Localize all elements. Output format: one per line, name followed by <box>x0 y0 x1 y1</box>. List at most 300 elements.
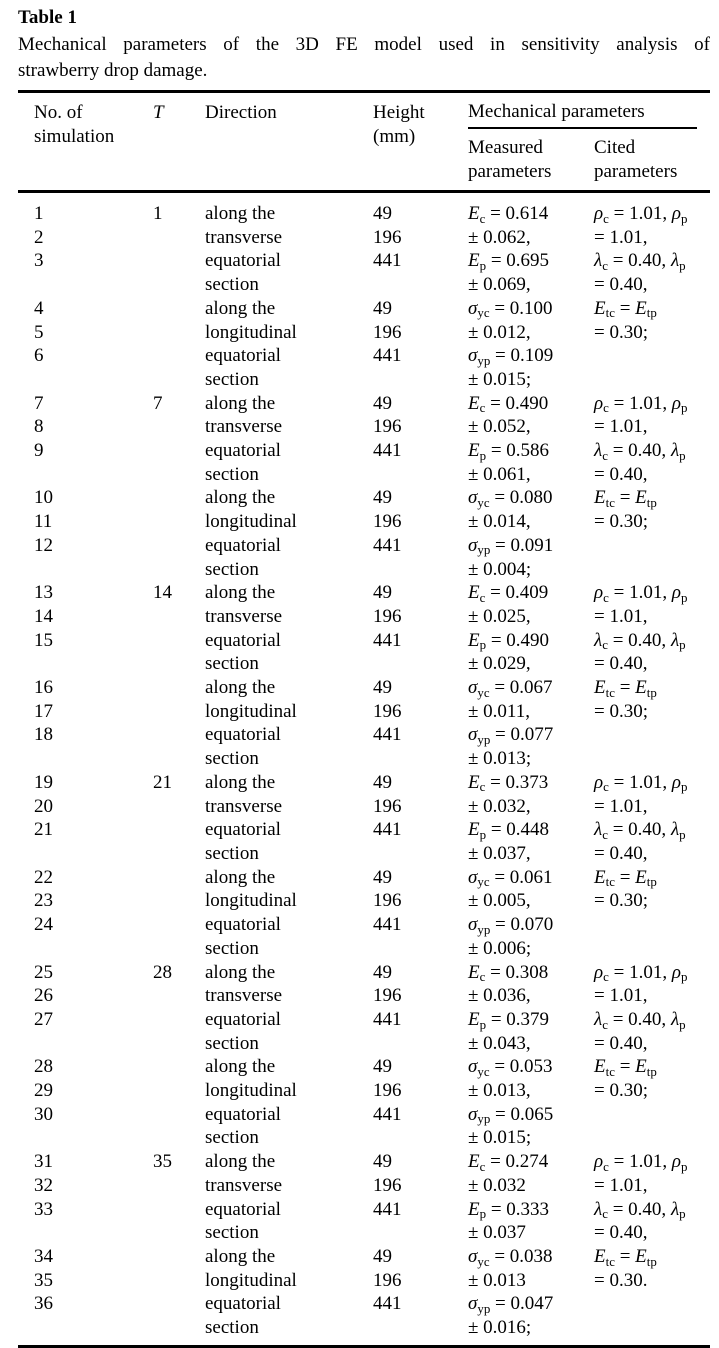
table-row <box>34 961 710 985</box>
sim-number-cell: 1 <box>34 203 44 224</box>
cited-parameters-cell <box>594 1292 710 1316</box>
height-cell: 196 <box>373 605 402 627</box>
measured-parameters-cell: ± 0.036, <box>468 985 531 1007</box>
t-value-cell <box>153 747 205 771</box>
table-row <box>34 1269 710 1293</box>
sim-number-cell <box>34 1032 153 1056</box>
cited-parameters-cell: $E_{tc} = E_{tp}$ <box>594 1245 657 1269</box>
direction-cell: along the <box>205 677 276 699</box>
measured-parameters-cell: ± 0.006; <box>468 937 532 959</box>
table-row <box>34 581 710 605</box>
measured-parameters-cell: ± 0.005, <box>468 890 531 912</box>
measured-parameters-cell: $\sigma_{yc} = 0.053$ <box>468 1056 553 1079</box>
table-row <box>34 1316 710 1340</box>
sim-number-cell <box>34 558 153 582</box>
col-header-cited-parameters: Cited parameters <box>594 137 678 182</box>
sim-number-cell <box>34 1316 153 1340</box>
sim-number-cell <box>34 368 153 392</box>
table-row <box>34 368 710 392</box>
t-value-cell <box>153 889 205 913</box>
direction-cell: equatorial <box>205 440 281 462</box>
sim-number-cell: 36 <box>34 1293 53 1315</box>
height-cell: 441 <box>373 250 402 272</box>
sim-number-cell: 3 <box>34 250 44 272</box>
height-cell: 49 <box>373 487 392 509</box>
t-value-cell <box>153 249 205 273</box>
cited-parameters-cell: = 0.30; <box>594 321 648 343</box>
t-value-cell <box>153 1174 205 1198</box>
cited-parameters-cell: = 0.40, <box>594 463 648 485</box>
table-row <box>34 202 710 226</box>
height-cell <box>373 558 468 582</box>
direction-cell: section <box>205 1127 259 1149</box>
cited-parameters-cell: $E_{tc} = E_{tp}$ <box>594 297 657 321</box>
sim-number-cell: 19 <box>34 771 53 793</box>
sim-number-cell <box>34 1221 153 1245</box>
height-cell: 441 <box>373 1103 402 1125</box>
sim-number-cell: 4 <box>34 297 44 319</box>
t-value-cell <box>153 937 205 961</box>
t-value-cell <box>153 1079 205 1103</box>
cited-parameters-cell <box>594 558 710 582</box>
sim-number-cell: 26 <box>34 985 53 1007</box>
measured-parameters-cell: $\sigma_{yp} = 0.047$ <box>468 1293 554 1316</box>
t-value-cell <box>153 321 205 345</box>
sim-number-cell: 28 <box>34 1056 53 1078</box>
measured-parameters-cell: $E_c = 0.490$ <box>468 392 549 416</box>
sim-number-cell: 35 <box>34 1269 53 1291</box>
height-cell <box>373 937 468 961</box>
height-cell: 441 <box>373 440 402 462</box>
t-value-cell <box>153 818 205 842</box>
sim-number-cell: 7 <box>34 392 44 414</box>
cited-parameters-cell: $\rho_c = 1.01$, $\rho_p$ <box>594 582 688 605</box>
height-cell: 196 <box>373 890 402 912</box>
t-value-cell <box>153 486 205 510</box>
table-row <box>34 1032 710 1056</box>
cited-parameters-cell: $E_{tc} = E_{tp}$ <box>594 677 657 700</box>
table-row <box>34 1150 710 1174</box>
sim-number-cell: 21 <box>34 819 53 841</box>
t-value-cell <box>153 226 205 250</box>
direction-cell: longitudinal <box>205 511 297 533</box>
table-row <box>34 1292 710 1316</box>
t-value-cell <box>153 1316 205 1340</box>
direction-cell: transverse <box>205 795 283 817</box>
direction-cell: along the <box>205 487 276 509</box>
cited-parameters-cell <box>594 913 710 937</box>
sim-number-cell: 27 <box>34 1008 53 1030</box>
direction-cell: along the <box>205 1245 276 1267</box>
height-cell: 49 <box>373 866 392 888</box>
table-body <box>18 193 710 1345</box>
direction-cell: equatorial <box>205 724 281 746</box>
table-row <box>34 510 710 534</box>
cited-parameters-cell: = 0.40, <box>594 274 648 296</box>
t-value-cell: 28 <box>153 961 172 983</box>
height-cell: 196 <box>373 985 402 1007</box>
sim-number-cell: 17 <box>34 700 53 722</box>
direction-cell: section <box>205 1032 259 1054</box>
direction-cell: along the <box>205 582 276 604</box>
table-row <box>34 889 710 913</box>
direction-cell: longitudinal <box>205 1080 297 1102</box>
sim-number-cell: 25 <box>34 961 53 983</box>
t-value-cell: 14 <box>153 582 172 604</box>
cited-parameters-cell: $\lambda_c = 0.40$, $\lambda_p$ <box>594 1008 686 1032</box>
direction-cell: equatorial <box>205 345 281 367</box>
t-value-cell <box>153 676 205 700</box>
t-value-cell <box>153 534 205 558</box>
measured-parameters-cell: ± 0.013, <box>468 1080 531 1102</box>
direction-cell: along the <box>205 866 276 888</box>
col-header-no-of-simulation: No. of simulation <box>34 102 115 147</box>
sim-number-cell: 8 <box>34 416 44 438</box>
measured-parameters-cell: $\sigma_{yp} = 0.070$ <box>468 914 554 937</box>
table-row <box>34 700 710 724</box>
measured-parameters-cell: ± 0.037 <box>468 1222 526 1244</box>
measured-parameters-cell: ± 0.016; <box>468 1317 532 1339</box>
cited-parameters-cell: = 1.01, <box>594 795 648 817</box>
direction-cell: transverse <box>205 605 283 627</box>
direction-cell: transverse <box>205 226 283 248</box>
height-cell <box>373 1126 468 1150</box>
direction-cell: longitudinal <box>205 321 297 343</box>
col-header-height: Height (mm) <box>373 102 425 147</box>
height-cell: 196 <box>373 321 402 343</box>
t-value-cell <box>153 842 205 866</box>
table-row <box>34 937 710 961</box>
cited-parameters-cell: $\rho_c = 1.01$, $\rho_p$ <box>594 1151 688 1174</box>
table-row <box>34 558 710 582</box>
table-row <box>34 723 710 747</box>
measured-parameters-cell: $\sigma_{yp} = 0.109$ <box>468 345 554 368</box>
t-value-cell <box>153 1198 205 1222</box>
cited-parameters-cell: $\lambda_c = 0.40$, $\lambda_p$ <box>594 1198 686 1222</box>
height-cell <box>373 273 468 297</box>
t-value-cell <box>153 723 205 747</box>
measured-parameters-cell: ± 0.032, <box>468 795 531 817</box>
height-cell: 49 <box>373 677 392 699</box>
measured-parameters-cell: $E_c = 0.308$ <box>468 961 549 985</box>
table-row <box>34 771 710 795</box>
sim-number-cell: 9 <box>34 440 44 462</box>
height-cell: 441 <box>373 724 402 746</box>
cited-parameters-cell: = 0.30; <box>594 511 648 533</box>
measured-parameters-cell: ± 0.037, <box>468 842 531 864</box>
cited-parameters-cell: $\lambda_c = 0.40$, $\lambda_p$ <box>594 629 686 653</box>
measured-parameters-cell: $\sigma_{yc} = 0.067$ <box>468 677 553 700</box>
measured-parameters-cell: $E_p = 0.586$ <box>468 440 550 463</box>
height-cell: 196 <box>373 795 402 817</box>
direction-cell: along the <box>205 392 276 414</box>
height-cell <box>373 463 468 487</box>
measured-parameters-cell: ± 0.043, <box>468 1032 531 1054</box>
cited-parameters-cell: = 0.30. <box>594 1269 648 1291</box>
cited-parameters-cell: = 0.40, <box>594 1032 648 1054</box>
table-title: Table 1 <box>18 7 77 28</box>
direction-cell: along the <box>205 1151 276 1173</box>
sim-number-cell: 10 <box>34 487 53 509</box>
caption-line-2: strawberry drop damage. <box>18 60 208 81</box>
height-cell: 196 <box>373 416 402 438</box>
cited-parameters-cell: $\rho_c = 1.01$, $\rho_p$ <box>594 392 688 416</box>
height-cell: 441 <box>373 1293 402 1315</box>
sim-number-cell: 18 <box>34 724 53 746</box>
table-row <box>34 392 710 416</box>
t-value-cell: 7 <box>153 392 163 414</box>
height-cell: 49 <box>373 771 392 793</box>
table-header <box>18 93 710 193</box>
table-caption <box>18 32 710 84</box>
cited-parameters-cell: $\lambda_c = 0.40$, $\lambda_p$ <box>594 819 686 842</box>
height-cell: 196 <box>373 226 402 248</box>
table-row <box>34 249 710 273</box>
direction-cell: transverse <box>205 985 283 1007</box>
sim-number-cell: 14 <box>34 605 53 627</box>
cited-parameters-cell: = 0.30; <box>594 1080 648 1102</box>
col-header-measured-parameters: Measured parameters <box>468 137 552 182</box>
cited-parameters-cell: $\rho_c = 1.01$, $\rho_p$ <box>594 771 688 795</box>
table-row <box>34 1103 710 1127</box>
t-value-cell <box>153 297 205 321</box>
height-cell <box>373 1032 468 1056</box>
col-header-direction: Direction <box>205 102 277 123</box>
direction-cell: equatorial <box>205 534 281 556</box>
measured-parameters-cell: ± 0.004; <box>468 558 532 580</box>
height-cell: 441 <box>373 1008 402 1030</box>
sim-number-cell <box>34 273 153 297</box>
cited-parameters-cell <box>594 723 710 747</box>
table-row <box>34 1174 710 1198</box>
direction-cell: along the <box>205 297 276 319</box>
measured-parameters-cell: $E_c = 0.409$ <box>468 582 549 605</box>
direction-cell: along the <box>205 1056 276 1078</box>
height-cell: 441 <box>373 819 402 841</box>
direction-cell: section <box>205 1222 259 1244</box>
height-cell: 441 <box>373 629 402 651</box>
t-value-cell <box>153 1292 205 1316</box>
t-value-cell <box>153 866 205 890</box>
height-cell <box>373 368 468 392</box>
height-cell: 49 <box>373 392 392 414</box>
measured-parameters-cell: $\sigma_{yc} = 0.100$ <box>468 297 553 321</box>
height-cell: 49 <box>373 1056 392 1078</box>
height-cell: 441 <box>373 914 402 936</box>
measured-parameters-cell: $\sigma_{yp} = 0.065$ <box>468 1103 554 1127</box>
t-value-cell <box>153 439 205 463</box>
cited-parameters-cell <box>594 747 710 771</box>
direction-cell: section <box>205 653 259 675</box>
direction-cell: section <box>205 842 259 864</box>
measured-parameters-cell: $E_p = 0.333$ <box>468 1198 550 1222</box>
direction-cell: section <box>205 937 259 959</box>
height-cell: 196 <box>373 1174 402 1196</box>
col-group-label: Mechanical parameters <box>468 101 697 129</box>
measured-parameters-cell: $\sigma_{yc} = 0.061$ <box>468 866 553 890</box>
sim-number-cell <box>34 842 153 866</box>
table-row <box>34 629 710 653</box>
measured-parameters-cell: $\sigma_{yc} = 0.038$ <box>468 1245 553 1269</box>
table-row <box>34 842 710 866</box>
cited-parameters-cell: $E_{tc} = E_{tp}$ <box>594 866 657 890</box>
cited-parameters-cell: = 1.01, <box>594 416 648 438</box>
t-value-cell <box>153 344 205 368</box>
cited-parameters-cell <box>594 344 710 368</box>
direction-cell: equatorial <box>205 1293 281 1315</box>
measured-parameters-cell: $E_p = 0.695$ <box>468 250 550 274</box>
t-value-cell <box>153 1221 205 1245</box>
sim-number-cell <box>34 937 153 961</box>
caption-line-1: Mechanical parameters of the 3D FE model used in sensitivity analysis of <box>18 34 710 55</box>
sim-number-cell: 33 <box>34 1198 53 1220</box>
sim-number-cell <box>34 463 153 487</box>
table-row <box>34 1198 710 1222</box>
height-cell: 49 <box>373 582 392 604</box>
cited-parameters-cell <box>594 1316 710 1340</box>
measured-parameters-cell: ± 0.069, <box>468 274 531 296</box>
t-value-cell <box>153 368 205 392</box>
t-value-cell <box>153 984 205 1008</box>
direction-cell: section <box>205 463 259 485</box>
cited-parameters-cell: $\rho_c = 1.01$, $\rho_p$ <box>594 203 688 226</box>
t-value-cell <box>153 1055 205 1079</box>
height-cell: 441 <box>373 534 402 556</box>
data-table <box>18 90 710 1348</box>
cited-parameters-cell <box>594 1126 710 1150</box>
sim-number-cell: 29 <box>34 1080 53 1102</box>
cited-parameters-cell: $\rho_c = 1.01$, $\rho_p$ <box>594 961 688 985</box>
sim-number-cell: 20 <box>34 795 53 817</box>
measured-parameters-cell: ± 0.014, <box>468 511 531 533</box>
measured-parameters-cell: ± 0.062, <box>468 226 531 248</box>
t-value-cell <box>153 558 205 582</box>
height-cell <box>373 1316 468 1340</box>
sim-number-cell: 24 <box>34 914 53 936</box>
direction-cell: equatorial <box>205 1198 281 1220</box>
measured-parameters-cell: ± 0.061, <box>468 463 531 485</box>
col-group-mechanical-parameters <box>468 101 710 190</box>
cited-parameters-cell: = 1.01, <box>594 605 648 627</box>
direction-cell: longitudinal <box>205 1269 297 1291</box>
measured-parameters-cell: ± 0.029, <box>468 653 531 675</box>
height-cell: 49 <box>373 297 392 319</box>
cited-parameters-cell: $E_{tc} = E_{tp}$ <box>594 1056 657 1079</box>
table-row <box>34 1245 710 1269</box>
direction-cell: section <box>205 558 259 580</box>
t-value-cell <box>153 1245 205 1269</box>
height-cell: 441 <box>373 1198 402 1220</box>
table-row <box>34 795 710 819</box>
sim-number-cell: 32 <box>34 1174 53 1196</box>
height-cell: 49 <box>373 1151 392 1173</box>
table-row <box>34 297 710 321</box>
t-value-cell <box>153 1032 205 1056</box>
direction-cell: equatorial <box>205 250 281 272</box>
measured-parameters-cell: $\sigma_{yc} = 0.080$ <box>468 487 553 511</box>
cited-parameters-cell: = 0.40, <box>594 842 648 864</box>
table-row <box>34 1008 710 1032</box>
measured-parameters-cell: $E_p = 0.379$ <box>468 1008 550 1032</box>
height-cell: 196 <box>373 1080 402 1102</box>
sim-number-cell: 11 <box>34 511 53 533</box>
measured-parameters-cell: ± 0.025, <box>468 605 531 627</box>
cited-parameters-cell <box>594 534 710 558</box>
t-value-cell <box>153 700 205 724</box>
direction-cell: section <box>205 368 259 390</box>
height-cell <box>373 842 468 866</box>
cited-parameters-cell <box>594 368 710 392</box>
cited-parameters-cell: = 0.40, <box>594 653 648 675</box>
table-row <box>34 984 710 1008</box>
table-row <box>34 747 710 771</box>
height-cell: 196 <box>373 1269 402 1291</box>
table-row <box>34 1126 710 1150</box>
sim-number-cell: 15 <box>34 629 53 651</box>
height-cell <box>373 652 468 676</box>
cited-parameters-cell: = 1.01, <box>594 1174 648 1196</box>
cited-parameters-cell <box>594 937 710 961</box>
t-value-cell: 1 <box>153 203 163 224</box>
measured-parameters-cell: ± 0.011, <box>468 700 530 722</box>
table-row <box>34 605 710 629</box>
table-row <box>34 1055 710 1079</box>
sim-number-cell: 22 <box>34 866 53 888</box>
sim-number-cell: 16 <box>34 677 53 699</box>
t-value-cell: 35 <box>153 1151 172 1173</box>
table-row <box>34 486 710 510</box>
measured-parameters-cell: ± 0.013 <box>468 1269 526 1291</box>
measured-parameters-cell: $E_c = 0.614$ <box>468 203 549 226</box>
direction-cell: equatorial <box>205 819 281 841</box>
measured-parameters-cell: $E_c = 0.373$ <box>468 771 549 795</box>
table-row <box>34 463 710 487</box>
direction-cell: longitudinal <box>205 700 297 722</box>
cited-parameters-cell: = 0.30; <box>594 890 648 912</box>
t-value-cell <box>153 1126 205 1150</box>
sim-number-cell: 6 <box>34 345 44 367</box>
cited-parameters-cell: = 1.01, <box>594 985 648 1007</box>
direction-cell: section <box>205 274 259 296</box>
cited-parameters-cell: = 1.01, <box>594 226 648 248</box>
cited-parameters-cell <box>594 1103 710 1127</box>
direction-cell: equatorial <box>205 629 281 651</box>
measured-parameters-cell: ± 0.015; <box>468 368 532 390</box>
table-row <box>34 344 710 368</box>
t-value-cell <box>153 415 205 439</box>
table-row <box>34 818 710 842</box>
t-value-cell <box>153 605 205 629</box>
height-cell <box>373 747 468 771</box>
sim-number-cell: 30 <box>34 1103 53 1125</box>
measured-parameters-cell: ± 0.015; <box>468 1127 532 1149</box>
cited-parameters-cell: = 0.40, <box>594 1222 648 1244</box>
height-cell: 196 <box>373 511 402 533</box>
t-value-cell <box>153 463 205 487</box>
sim-number-cell <box>34 747 153 771</box>
measured-parameters-cell: $E_p = 0.448$ <box>468 819 550 842</box>
t-value-cell <box>153 629 205 653</box>
table-row <box>34 1221 710 1245</box>
height-cell: 49 <box>373 203 392 224</box>
table-row <box>34 534 710 558</box>
t-value-cell <box>153 913 205 937</box>
sim-number-cell: 34 <box>34 1245 53 1267</box>
direction-cell: section <box>205 1317 259 1339</box>
direction-cell: equatorial <box>205 1008 281 1030</box>
t-value-cell <box>153 1103 205 1127</box>
cited-parameters-cell: = 0.30; <box>594 700 648 722</box>
